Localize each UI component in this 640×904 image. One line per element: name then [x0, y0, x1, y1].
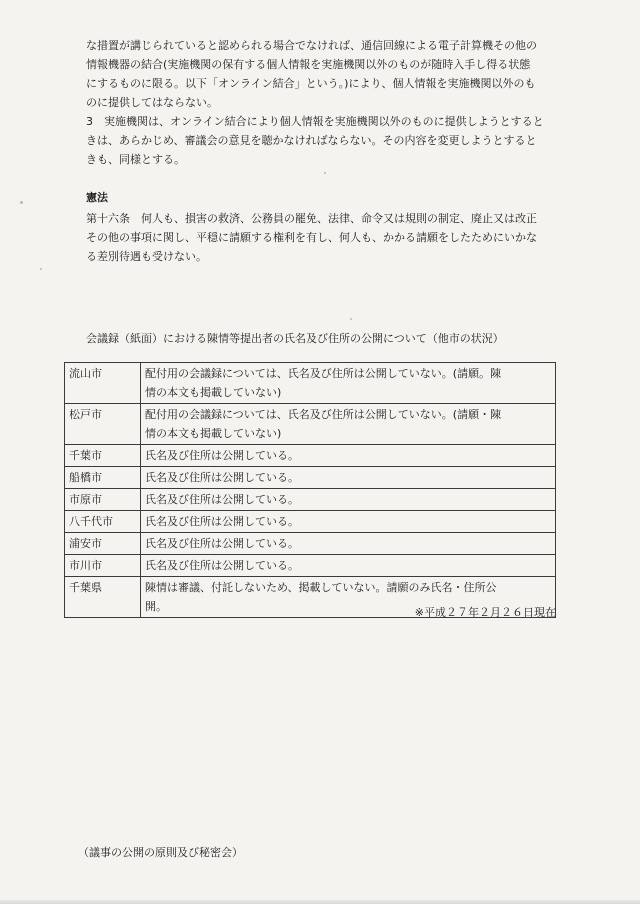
status-cell [141, 533, 556, 555]
city-cell: 松戸市 [65, 404, 141, 445]
scan-speck [40, 268, 42, 270]
text-line: きも、同様とする。 [86, 153, 185, 166]
paragraph-clause-3 [86, 112, 556, 169]
city-cell: 千葉県 [65, 577, 141, 618]
text-line: にするものに限る。以下「オンライン結合」という。)により、個人情報を実施機関以外のも [86, 77, 536, 90]
paragraph-online-connection [86, 36, 556, 112]
text-line: きは、あらかじめ、審議会の意見を聴かなければならない。その内容を変更しようとすると [86, 134, 537, 147]
status-cell [141, 511, 556, 533]
text-line: 3 実施機関は、オンライン結合により個人情報を実施機関以外のものに提供しようとすると [86, 115, 544, 128]
table-row [65, 555, 556, 577]
text-line: 情報機器の結合(実施機関の保有する個人情報を実施機関以外のものが随時入手し得る状態 [86, 58, 531, 71]
status-line: 配付用の会議録については、氏名及び住所は公開していない。(請願・陳 [145, 408, 502, 421]
city-cell: 八千代市 [65, 511, 141, 533]
scan-speck [324, 172, 326, 174]
table-row [65, 363, 556, 404]
paragraph-article-16 [86, 209, 556, 266]
table-row [65, 533, 556, 555]
table-row [65, 511, 556, 533]
constitution-heading: 憲法 [86, 191, 108, 204]
status-cell [141, 404, 556, 445]
status-line: 氏名及び住所は公開している。 [145, 559, 299, 572]
text-line: な措置が講じられていると認められる場合でなければ、通信回線による電子計算機その他の [86, 39, 537, 52]
table-row [65, 445, 556, 467]
status-line: 配付用の会議録については、氏名及び住所は公開していない。(請願。陳 [145, 367, 502, 380]
status-line: 氏名及び住所は公開している。 [145, 449, 299, 462]
status-line: 情の本文も掲載していない) [145, 427, 282, 440]
status-cell [141, 445, 556, 467]
text-line: のに提供してはならない。 [86, 96, 218, 109]
as-of-date-note: ※平成２７年２月２６日現在 [414, 606, 556, 619]
text-line: 第十六条 何人も、損害の救済、公務員の罷免、法律、命令又は規則の制定、廃止又は改正 [86, 212, 537, 225]
table-title: 会議録（紙面）における陳情等提出者の氏名及び住所の公開について（他市の状況） [86, 332, 504, 345]
scan-edge [0, 900, 640, 904]
city-cell: 船橋市 [65, 467, 141, 489]
table-row [65, 489, 556, 511]
table-row [65, 467, 556, 489]
scan-speck [350, 318, 352, 320]
city-status-table [64, 362, 556, 618]
city-cell: 市川市 [65, 555, 141, 577]
city-cell: 千葉市 [65, 445, 141, 467]
status-cell [141, 467, 556, 489]
scan-speck [20, 201, 23, 204]
status-line: 開。 [145, 600, 167, 613]
text-line: その他の事項に関し、平穏に請願する権利を有し、何人も、かかる請願をしたためにいかな [86, 231, 537, 244]
text-line: る差別待遇も受けない。 [86, 250, 207, 263]
status-line: 氏名及び住所は公開している。 [145, 493, 299, 506]
city-cell: 流山市 [65, 363, 141, 404]
next-section-heading: （議事の公開の原則及び秘密会） [78, 846, 243, 859]
city-cell: 浦安市 [65, 533, 141, 555]
status-line: 情の本文も掲載していない) [145, 386, 282, 399]
city-cell: 市原市 [65, 489, 141, 511]
status-cell [141, 363, 556, 404]
status-line: 氏名及び住所は公開している。 [145, 515, 299, 528]
status-line: 氏名及び住所は公開している。 [145, 471, 299, 484]
status-line: 氏名及び住所は公開している。 [145, 537, 299, 550]
table-row [65, 404, 556, 445]
status-line: 陳情は審議、付託しないため、掲載していない。請願のみ氏名・住所公 [145, 581, 497, 594]
status-cell [141, 489, 556, 511]
status-cell [141, 555, 556, 577]
